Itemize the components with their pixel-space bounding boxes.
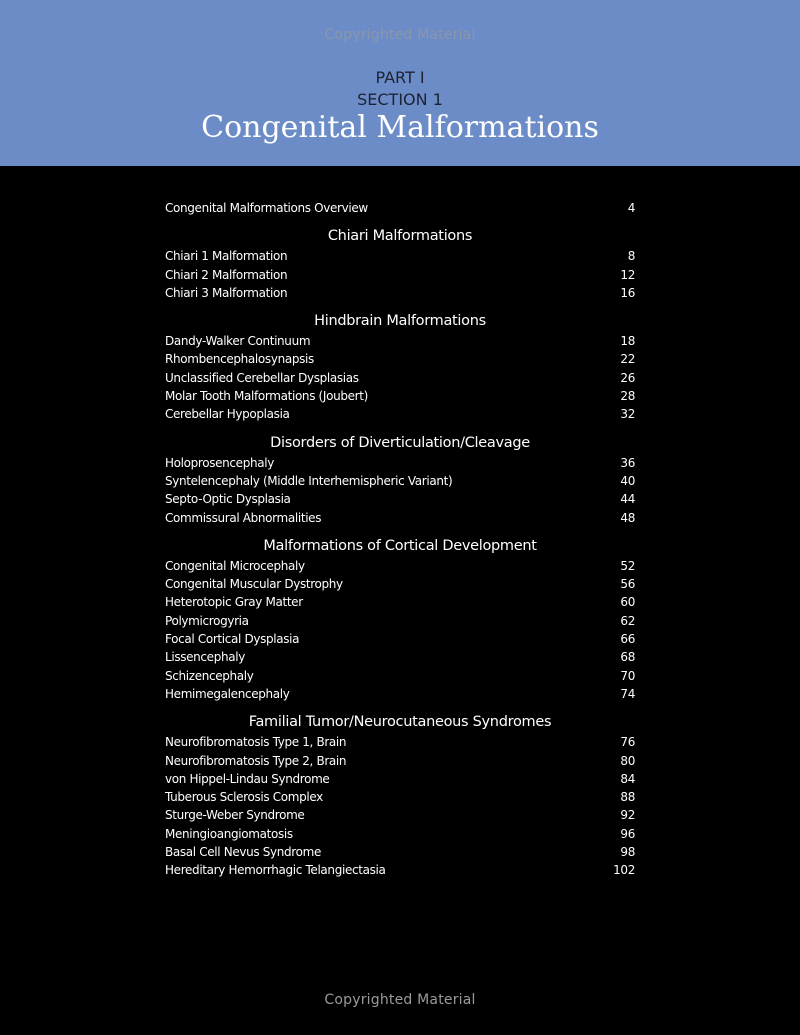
- toc-section-heading: Malformations of Cortical Development: [263, 537, 537, 554]
- toc-entry[interactable]: [165, 387, 635, 405]
- toc-entry[interactable]: [165, 575, 635, 593]
- toc-entry[interactable]: [165, 630, 635, 648]
- toc-entry[interactable]: [165, 770, 635, 788]
- toc-entry-page: 60: [620, 595, 635, 610]
- toc-entry-label: Neurofibromatosis Type 2, Brain: [165, 753, 347, 768]
- toc-entry-page: 80: [620, 753, 635, 768]
- toc-entry-page: 102: [613, 863, 635, 878]
- toc-entry-page: 74: [620, 686, 635, 701]
- toc-entry-label: Cerebellar Hypoplasia: [165, 407, 290, 422]
- toc-entry-label: Rhombencephalosynapsis: [165, 352, 314, 367]
- toc-entry[interactable]: [165, 247, 635, 265]
- toc-entry-label: Sturge-Weber Syndrome: [165, 808, 305, 823]
- toc-entry-label: Meningioangiomatosis: [165, 826, 293, 841]
- toc-entry[interactable]: [165, 788, 635, 806]
- toc-entry[interactable]: [165, 825, 635, 843]
- toc-entry-page: 36: [620, 455, 635, 470]
- toc-entry[interactable]: [165, 843, 635, 861]
- toc-entry[interactable]: [165, 284, 635, 302]
- toc-entry[interactable]: [165, 861, 635, 879]
- watermark-bottom: Copyrighted Material: [324, 992, 476, 1008]
- toc-entry-page: 4: [627, 201, 635, 215]
- toc-entry[interactable]: [165, 490, 635, 508]
- toc-entry-label: Unclassified Cerebellar Dysplasias: [165, 370, 359, 385]
- toc-entry-page: 68: [620, 650, 635, 665]
- toc-entry-page: 8: [627, 249, 635, 264]
- toc-entry-page: 70: [620, 668, 635, 683]
- toc-entry[interactable]: [165, 509, 635, 527]
- toc-entry[interactable]: [165, 648, 635, 666]
- toc-entry-page: 96: [620, 826, 635, 841]
- toc-entry-page: 26: [620, 370, 635, 385]
- toc-entry-label: Polymicrogyria: [165, 613, 249, 628]
- toc-entry-label: Neurofibromatosis Type 1, Brain: [165, 735, 347, 750]
- toc-entry-page: 22: [620, 352, 635, 367]
- toc-section-heading: Familial Tumor/Neurocutaneous Syndromes: [248, 714, 552, 731]
- toc-section: [165, 433, 635, 527]
- toc-entry-overview[interactable]: [165, 199, 635, 217]
- toc-entry-label: Schizencephaly: [165, 668, 254, 683]
- toc-entry-label: Lissencephaly: [165, 650, 245, 665]
- toc-entry-page: 62: [620, 613, 635, 628]
- toc-entry[interactable]: [165, 667, 635, 685]
- toc-entry-page: 40: [620, 473, 635, 488]
- toc-section: [165, 712, 635, 879]
- watermark-top: Copyrighted Material: [324, 27, 476, 43]
- section-label: SECTION 1: [357, 90, 443, 109]
- toc-section: [165, 536, 635, 703]
- part-label: PART I: [375, 68, 425, 87]
- toc-entry-page: 92: [620, 808, 635, 823]
- toc-entry-label: Heterotopic Gray Matter: [165, 595, 303, 610]
- toc-entry-page: 44: [620, 492, 635, 507]
- toc-entry-label: Basal Cell Nevus Syndrome: [165, 845, 321, 860]
- toc-entry-page: 84: [620, 771, 635, 786]
- toc-entry-page: 56: [620, 577, 635, 592]
- chapter-title: Congenital Malformations: [201, 110, 599, 145]
- toc-entry-label: Tuberous Sclerosis Complex: [165, 790, 323, 805]
- toc-entry-page: 98: [620, 845, 635, 860]
- toc-entry-label: Commissural Abnormalities: [165, 510, 322, 525]
- toc-section: [165, 226, 635, 302]
- toc-entry-label: Congenital Malformations Overview: [165, 201, 368, 215]
- toc-section-heading: Hindbrain Malformations: [314, 313, 486, 330]
- toc-entry[interactable]: [165, 733, 635, 751]
- toc-entry-label: Molar Tooth Malformations (Joubert): [165, 389, 368, 404]
- toc-entry-label: Dandy-Walker Continuum: [165, 334, 311, 349]
- toc-entry[interactable]: [165, 369, 635, 387]
- toc-entry-label: Syntelencephaly (Middle Interhemispheric Variant): [165, 473, 453, 488]
- toc-entry-label: Hereditary Hemorrhagic Telangiectasia: [165, 863, 386, 878]
- toc-entry[interactable]: [165, 332, 635, 350]
- toc-entry-page: 28: [620, 389, 635, 404]
- toc-entry-label: Septo-Optic Dysplasia: [165, 492, 291, 507]
- toc-entry[interactable]: [165, 557, 635, 575]
- toc-entry[interactable]: [165, 405, 635, 423]
- toc-entry-label: Hemimegalencephaly: [165, 686, 290, 701]
- toc-entry[interactable]: [165, 685, 635, 703]
- toc-entry-page: 88: [620, 790, 635, 805]
- toc-entry-page: 76: [620, 735, 635, 750]
- toc-entry[interactable]: [165, 266, 635, 284]
- toc-entry-page: 18: [620, 334, 635, 349]
- toc-entry[interactable]: [165, 806, 635, 824]
- toc-entry-label: Chiari 3 Malformation: [165, 285, 288, 300]
- toc-entry[interactable]: [165, 593, 635, 611]
- toc-entry[interactable]: [165, 752, 635, 770]
- toc-section: [165, 311, 635, 423]
- toc-sections: [165, 226, 635, 879]
- toc-entry[interactable]: [165, 472, 635, 490]
- toc-entry-label: Holoprosencephaly: [165, 455, 274, 470]
- toc-entry-page: 66: [620, 632, 635, 647]
- toc-entry-page: 52: [620, 558, 635, 573]
- toc-section-heading: Disorders of Diverticulation/Cleavage: [270, 434, 530, 451]
- toc-entry-label: Congenital Muscular Dystrophy: [165, 577, 343, 592]
- toc-section-heading: Chiari Malformations: [327, 228, 473, 245]
- toc-entry-label: Chiari 2 Malformation: [165, 267, 288, 282]
- toc-entry-page: 16: [620, 285, 635, 300]
- toc-entry[interactable]: [165, 350, 635, 368]
- toc-entry-label: Congenital Microcephaly: [165, 558, 305, 573]
- toc-entry[interactable]: [165, 612, 635, 630]
- toc-entry-label: Chiari 1 Malformation: [165, 249, 288, 264]
- toc-entry-page: 32: [620, 407, 635, 422]
- toc-entry-page: 12: [620, 267, 635, 282]
- table-of-contents: [165, 199, 635, 880]
- toc-entry-page: 48: [620, 510, 635, 525]
- toc-entry-label: von Hippel-Lindau Syndrome: [165, 771, 330, 786]
- toc-entry-label: Focal Cortical Dysplasia: [165, 632, 300, 647]
- toc-entry[interactable]: [165, 454, 635, 472]
